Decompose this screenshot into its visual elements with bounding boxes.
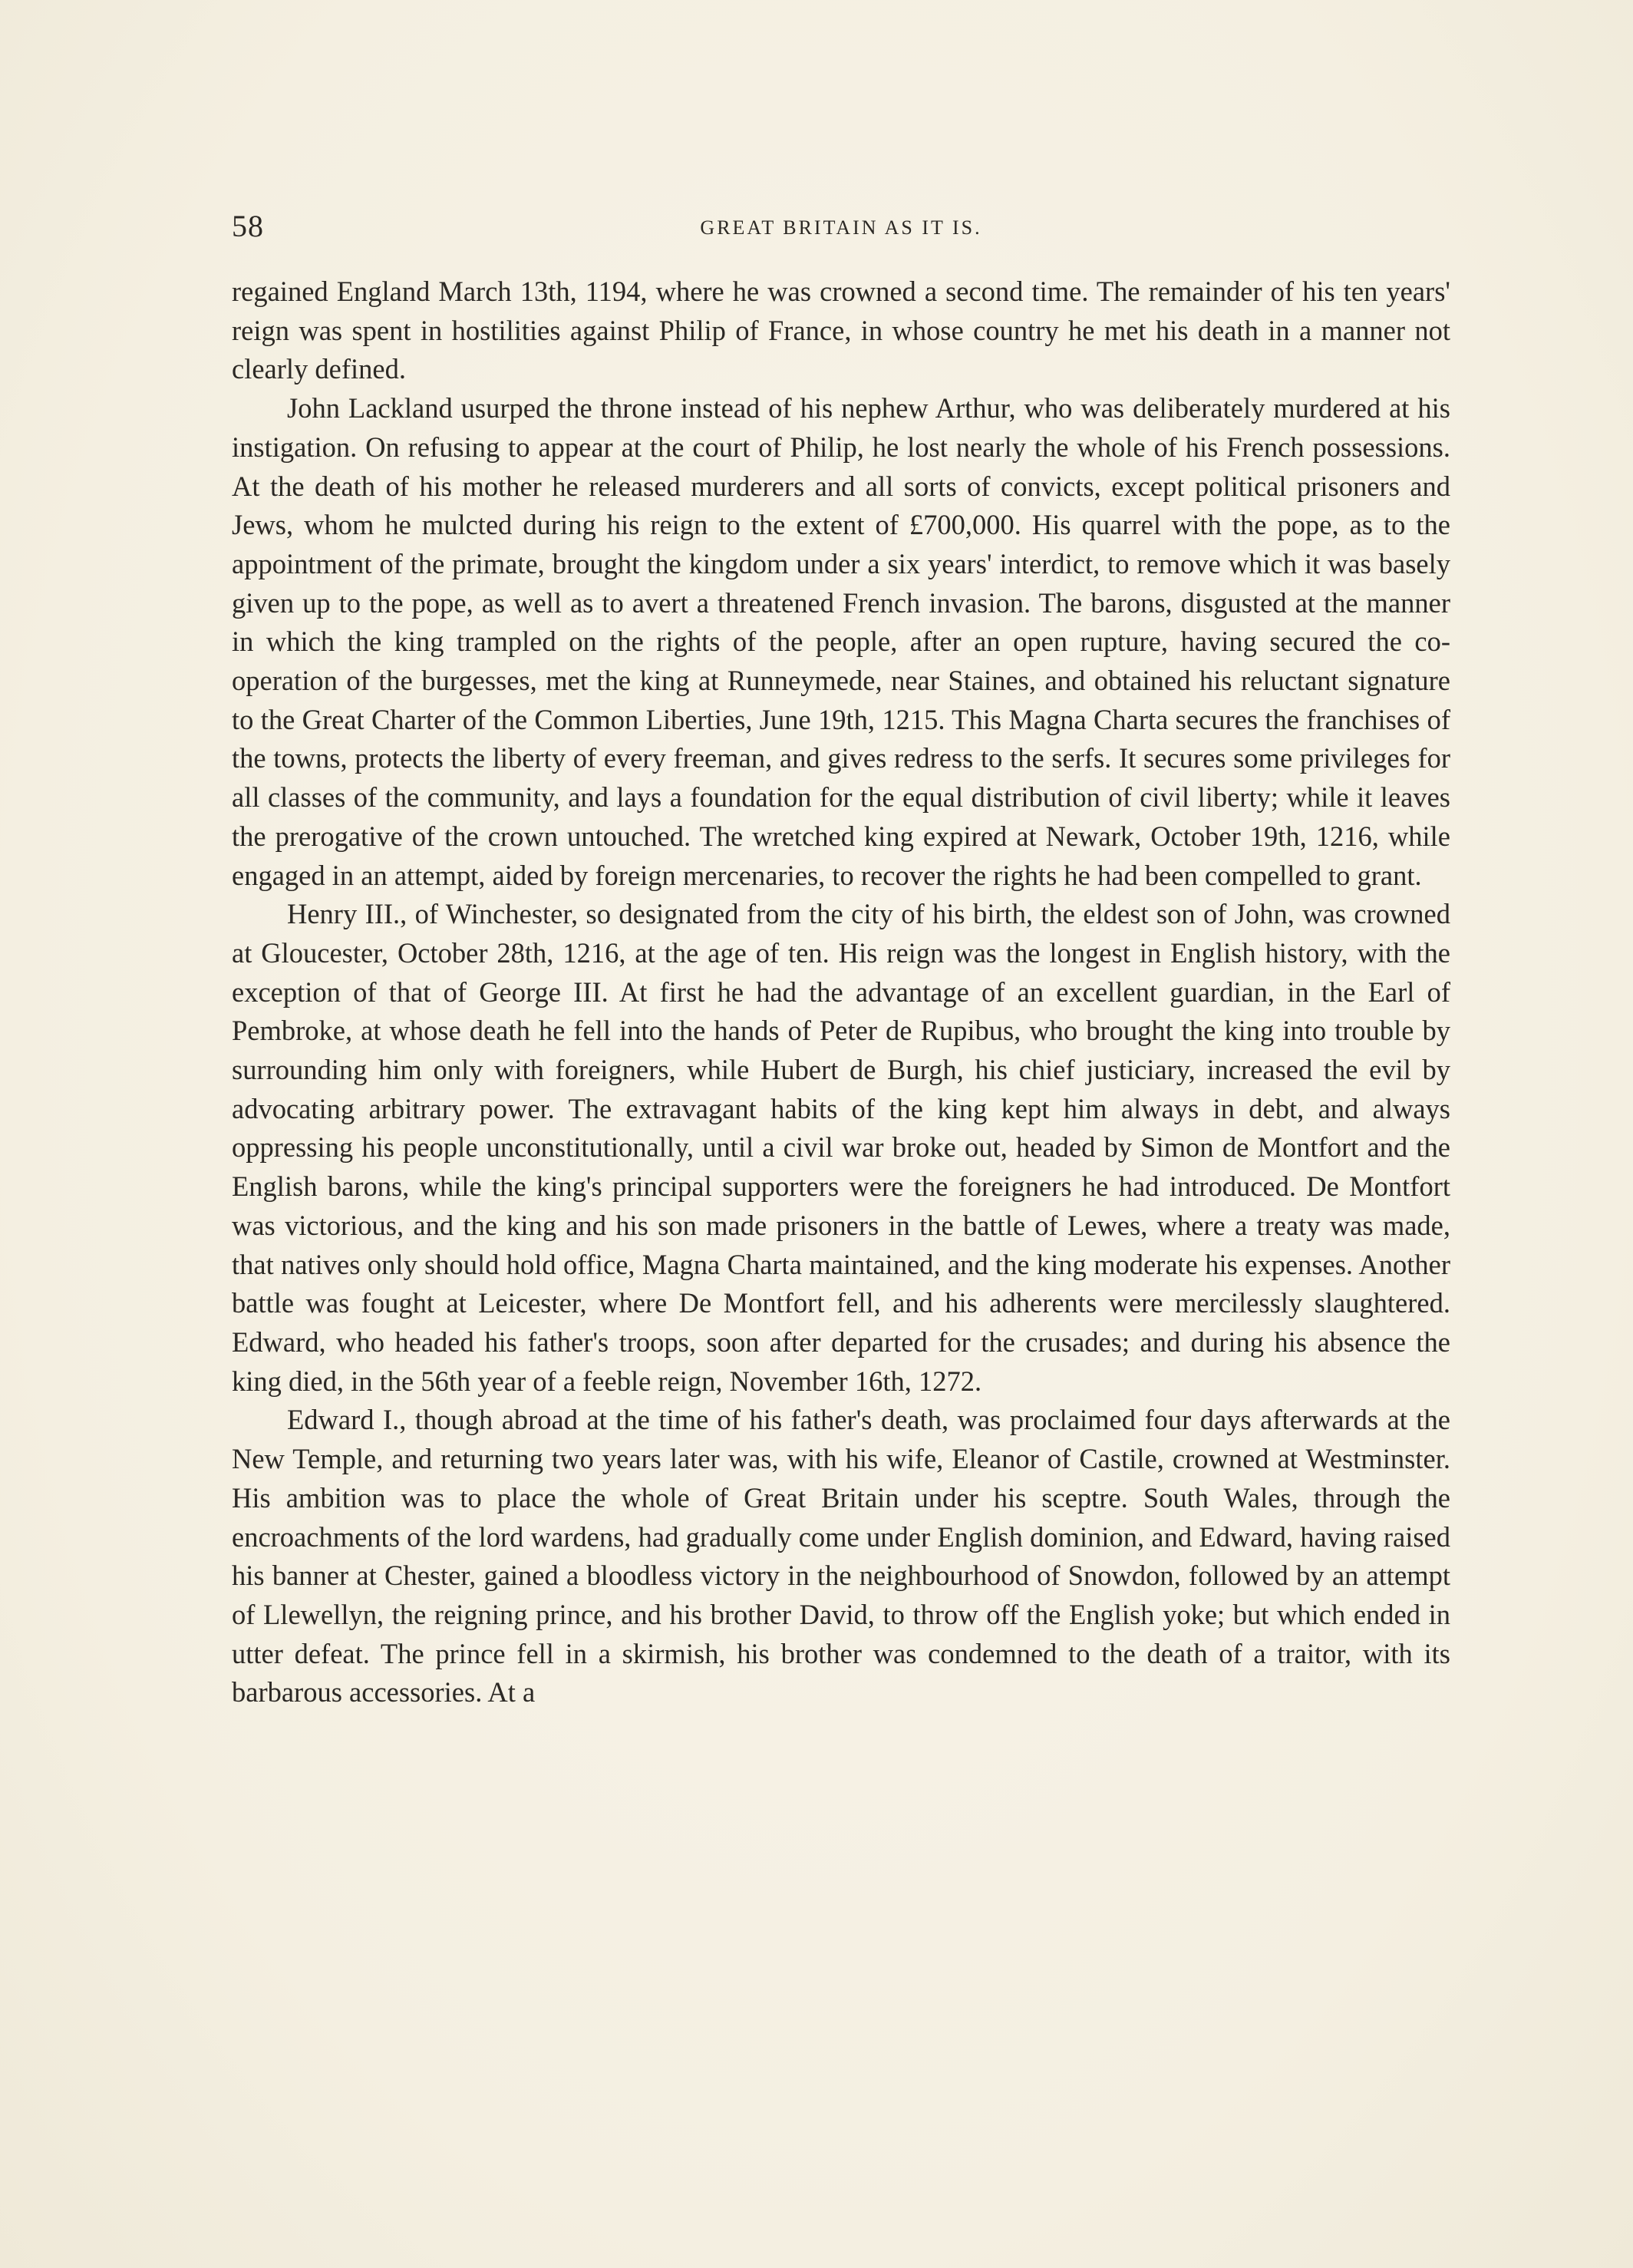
running-head: GREAT BRITAIN AS IT IS. xyxy=(700,216,982,239)
paragraph-edward-i: Edward I., though abroad at the time of his father's death, was proclaimed four days afterwards at the New Temple, and returning two years later was, with his wife, Eleanor of Castile, crowned at Westminster. His ambition was to place the whole of Great Britain under his sceptre. South Wales, through the encroachments of the lord wardens, had gradually come under English dominion, and Edward, having raised his banner at Chester, gained a bloodless victory in the neighbourhood of Snowdon, followed by an attempt of Llewellyn, the reigning prince, and his brother David, to throw off the English yoke; but which ended in utter defeat. The prince fell in a skirmish, his brother was condemned to the death of a traitor, with its barbarous accessories. At a xyxy=(232,1404,1450,1708)
page-header xyxy=(232,207,1450,246)
body-text xyxy=(232,272,1450,1712)
paragraph-richard-continued: regained England March 13th, 1194, where he was crowned a second time. The remainder of his ten years' reign was spent in hostilities against Philip of France, in whose country he met his death in a manner not clearly defined. xyxy=(232,276,1450,385)
paragraph-john: John Lackland usurped the throne instead of his nephew Arthur, who was deliberately murdered at his instigation. On refusing to appear at the court of Philip, he lost nearly the whole of his French possessions. At the death of his mother he released murderers and all sorts of convicts, except political prisoners and Jews, whom he mulcted during his reign to the extent of £700,000. His quarrel with the pope, as to the appointment of the primate, brought the kingdom under a six years' interdict, to remove which it was basely given up to the pope, as well as to avert a threatened French invasion. The barons, disgusted at the manner in which the king trampled on the rights of the people, after an open rupture, having secured the co-operation of the burgesses, met the king at Runneymede, near Staines, and obtained his reluctant signature to the Great Charter of the Common Liberties, June 19th, 1215. This Magna Charta secures the franchises of the towns, protects the liberty of every freeman, and gives redress to the serfs. It secures some privileges for all classes of the community, and lays a foundation for the equal distribution of civil liberty; while it leaves the prerogative of the crown untouched. The wretched king expired at Newark, October 19th, 1216, while engaged in an attempt, aided by foreign mercenaries, to recover the rights he had been compelled to grant. xyxy=(232,392,1450,891)
paragraph-henry-iii: Henry III., of Winchester, so designated from the city of his birth, the eldest son of John, was crowned at Gloucester, October 28th, 1216, at the age of ten. His reign was the longest in English history, with the exception of that of George III. At first he had the advantage of an excellent guardian, in the Earl of Pembroke, at whose death he fell into the hands of Peter de Rupibus, who brought the king into trouble by surrounding him only with foreigners, while Hubert de Burgh, his chief justiciary, increased the evil by advocating arbitrary power. The extravagant habits of the king kept him always in debt, and always oppressing his people unconstitutionally, until a civil war broke out, headed by Simon de Montfort and the English barons, while the king's principal supporters were the foreigners he had introduced. De Montfort was victorious, and the king and his son made prisoners in the battle of Lewes, where a treaty was made, that natives only should hold office, Magna Charta maintained, and the king moderate his expenses. Another battle was fought at Leicester, where De Montfort fell, and his adherents were mercilessly slaughtered. Edward, who headed his father's troops, soon after departed for the crusades; and during his absence the king died, in the 56th year of a feeble reign, November 16th, 1272. xyxy=(232,898,1450,1397)
page-number: 58 xyxy=(232,209,264,243)
